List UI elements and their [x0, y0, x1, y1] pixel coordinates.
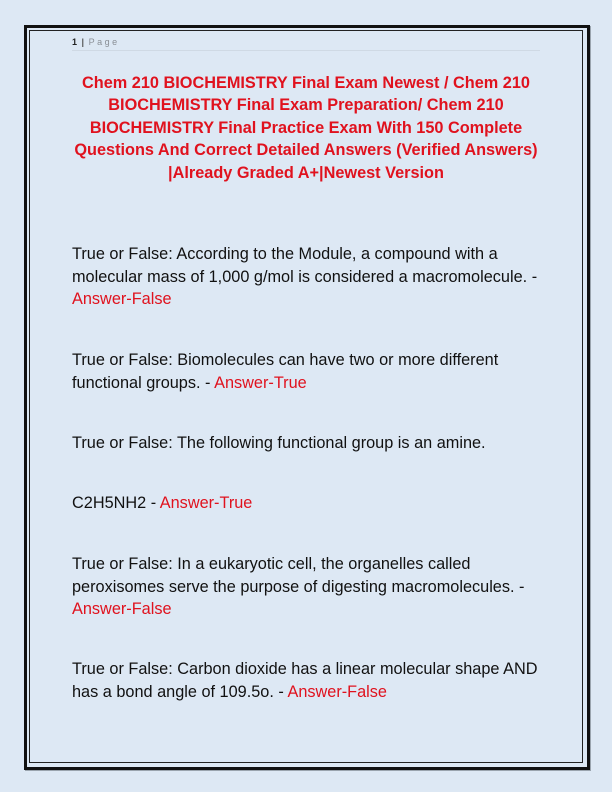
document-title: Chem 210 BIOCHEMISTRY Final Exam Newest / Chem 210 BIOCHEMISTRY Final Exam Preparation/ Chem 210 BIOCHEMISTRY Final Practice Exam With 150 Complete Questions And Correct Detailed Answers (Verified Answers) |Already Graded A+|Newest Version	[74, 74, 538, 182]
question-text: True or False: Carbon dioxide has a linear molecular shape AND has a bond angle of 109.5o. -	[72, 660, 538, 701]
answer-text: Answer-True	[214, 373, 307, 392]
answer-text: Answer-False	[72, 600, 172, 619]
qa-item-3	[72, 432, 542, 455]
qa-item-2	[72, 349, 542, 394]
page-number: 1	[72, 37, 78, 47]
page-header	[72, 36, 540, 51]
answer-text: Answer-True	[159, 494, 253, 512]
qa-item-6	[72, 658, 542, 703]
answer-text: Answer-False	[287, 682, 387, 701]
answer-text: Answer-False	[72, 290, 172, 309]
qa-item-5	[72, 553, 542, 621]
question-text: C2H5NH2 -	[72, 494, 160, 512]
qa-item-1	[72, 243, 542, 311]
page-separator: |	[81, 37, 85, 47]
qa-item-4	[72, 492, 542, 515]
question-text: True or False: Biomolecules can have two or more different functional groups. -	[72, 351, 499, 392]
page-label: Page	[88, 37, 120, 47]
question-text: True or False: In a eukaryotic cell, the organelles called peroxisomes serve the purpose of digesting macromolecules. -	[72, 555, 525, 596]
question-text: True or False: According to the Module, a compound with a molecular mass of 1,000 g/mol is considered a macromolecule. -	[72, 245, 538, 286]
question-text: True or False: The following functional group is an amine.	[72, 434, 486, 452]
